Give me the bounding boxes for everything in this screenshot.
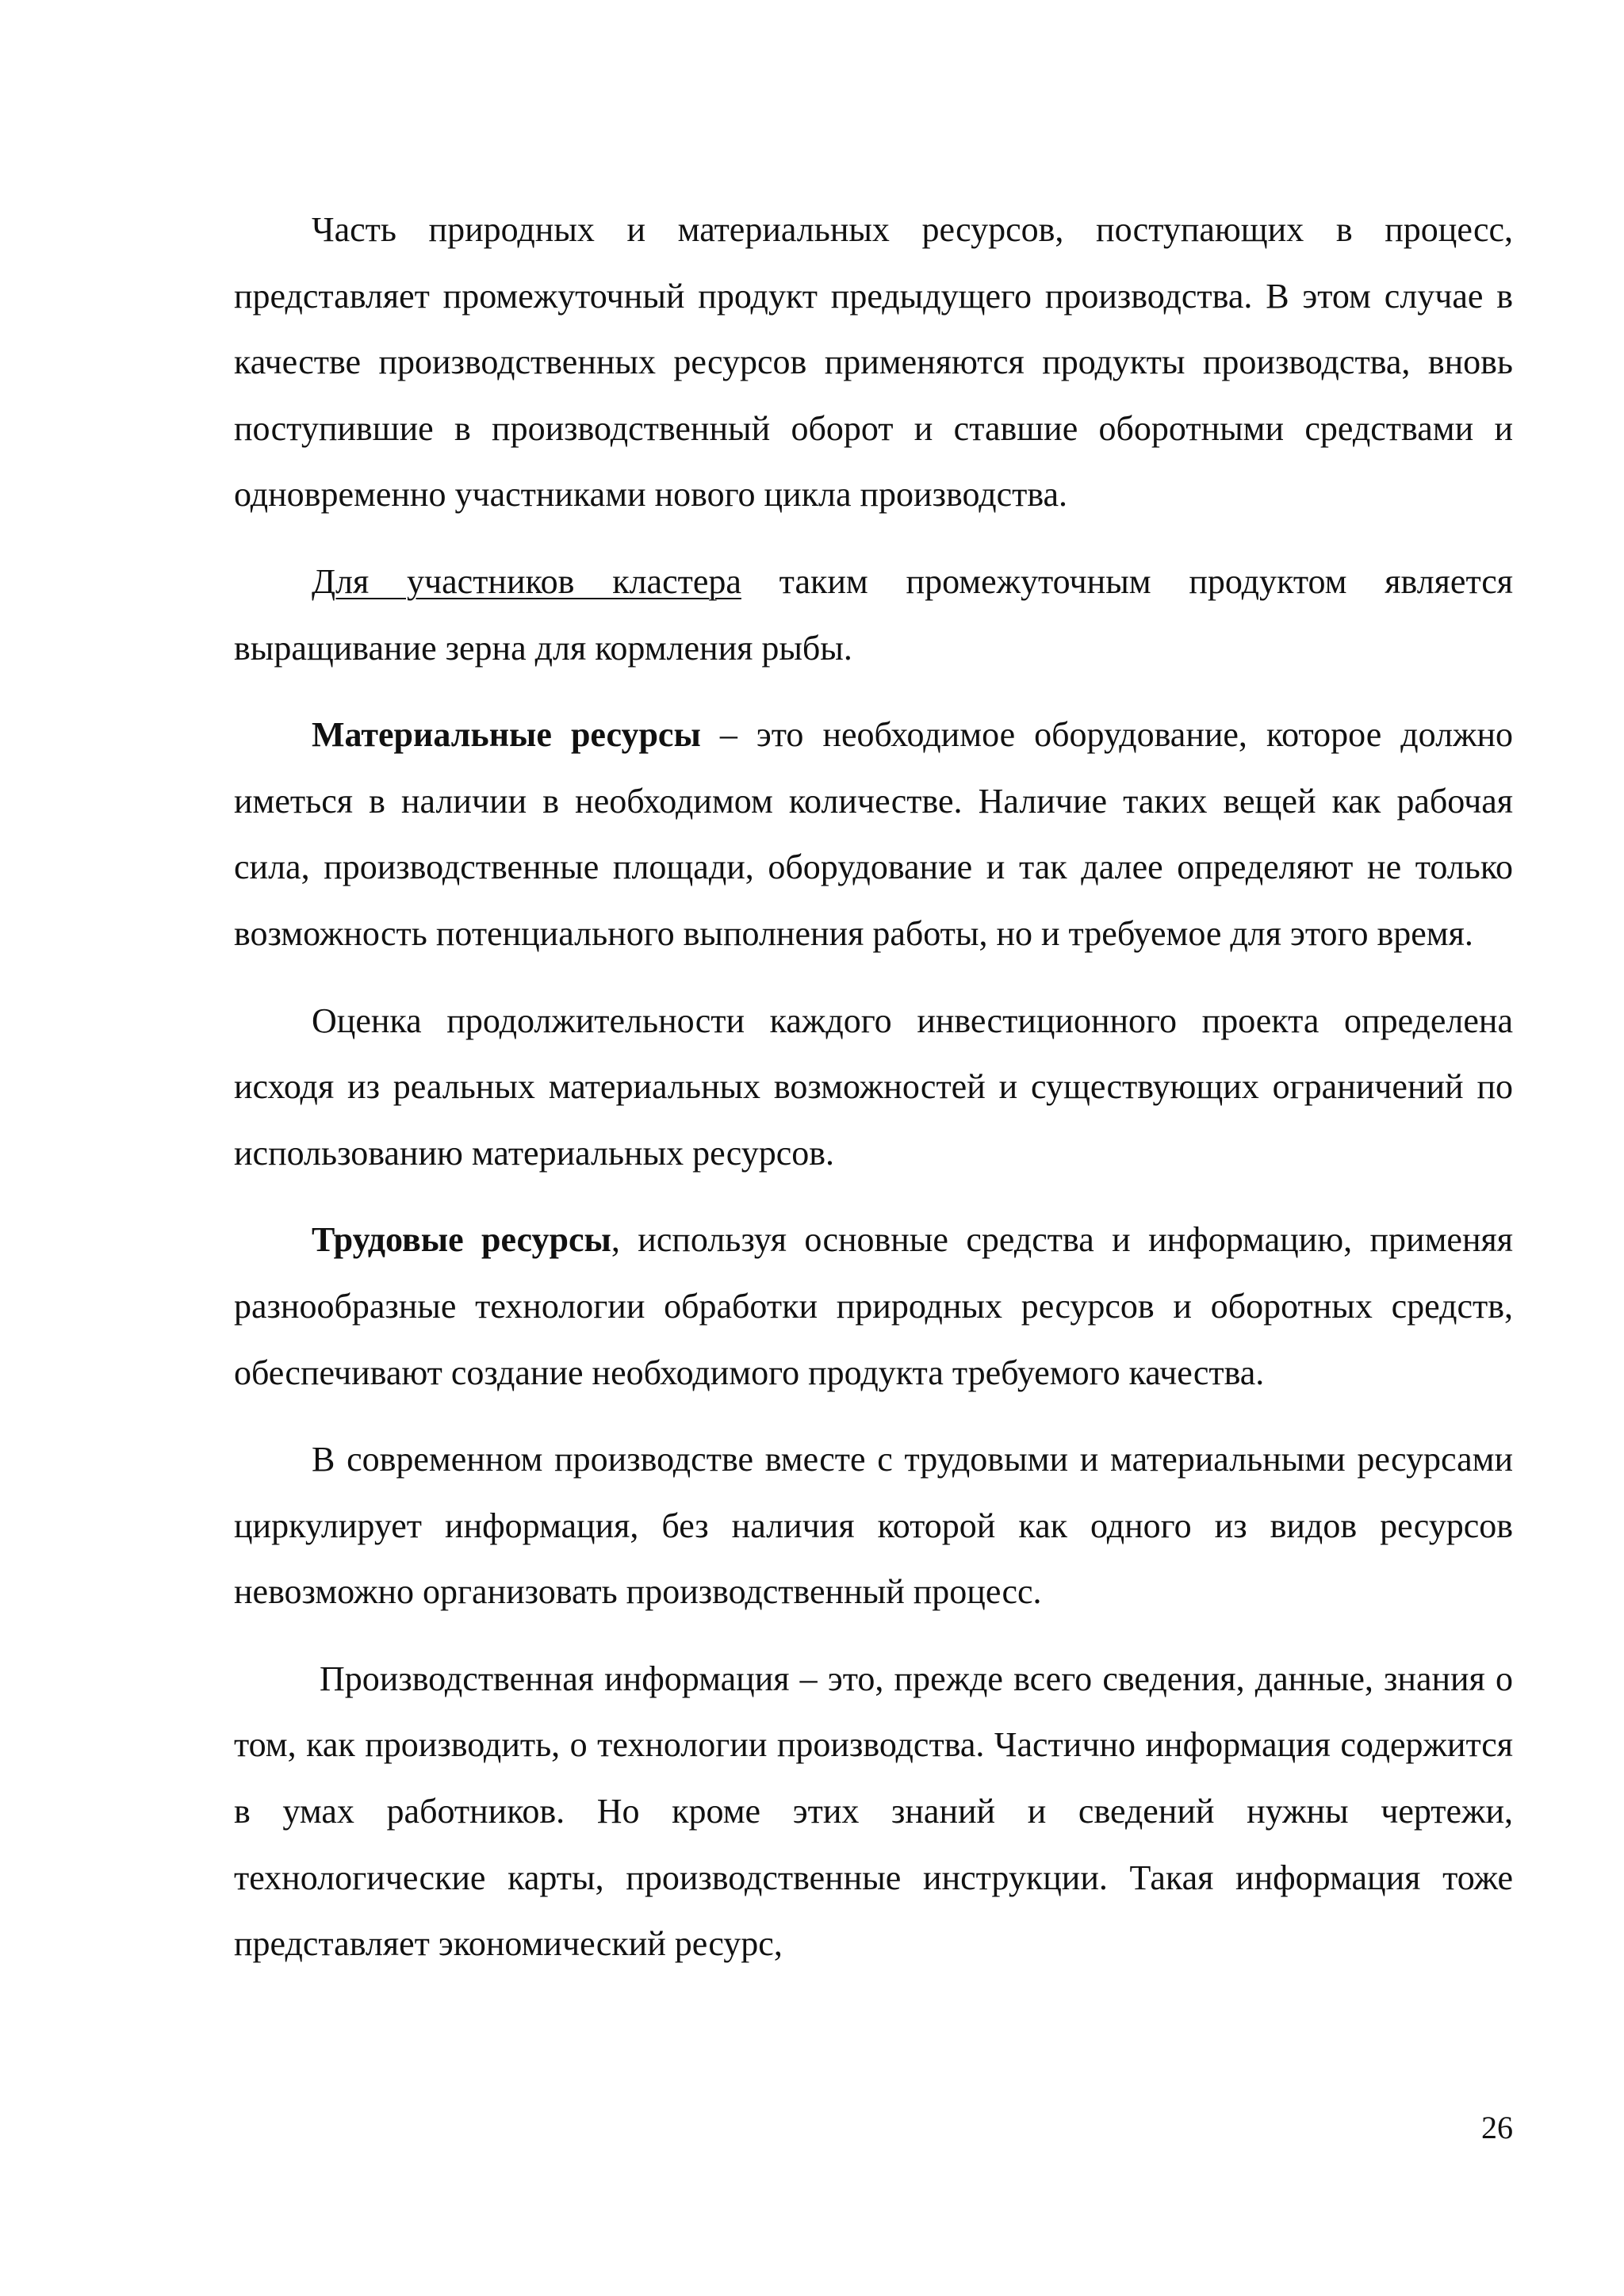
paragraph-cluster-participants: [234, 549, 1513, 681]
paragraph-text: Производственная информация – это, прежде всего сведения, данные, знания о том, как производить, о технологии производства. Частично информация содержится в умах работников. Но кроме этих знаний и сведений нужны чертежи, технологические карты, производственные инструкции. Такая информация тоже представляет экономический ресурс,: [234, 1659, 1513, 1964]
paragraph-duration-assessment: [234, 988, 1513, 1187]
paragraph-labor-resources: [234, 1207, 1513, 1406]
paragraph-text: Часть природных и материальных ресурсов, поступающих в процесс, представляет промежуточный продукт предыдущего производства. В этом случае в качестве производственных ресурсов применяются продукты производства, вновь поступившие в производственный оборот и ставшие оборотными средствами и одновременно участниками нового цикла производства.: [234, 210, 1513, 515]
paragraph-production-information: [234, 1646, 1513, 1977]
bold-term: Материальные ресурсы: [312, 715, 701, 755]
paragraph-text: , используя основные средства и информацию, применяя разнообразные технологии обработки природных ресурсов и оборотных средств, обеспечивают создание необходимого продукта требуемого качества.: [234, 1220, 1513, 1392]
paragraph-text: – это необходимое оборудование, которое должно иметься в наличии в необходимом количестве. Наличие таких вещей как рабочая сила, производственные площади, оборудование и так далее определяют не только возможность потенциального выполнения работы, но и требуемое для этого время.: [234, 715, 1513, 953]
paragraph-text: таким промежуточным продуктом является выращивание зерна для кормления рыбы.: [234, 561, 1513, 668]
bold-term: Трудовые ресурсы: [312, 1220, 611, 1260]
paragraph-information-circulation: [234, 1426, 1513, 1625]
paragraph-intermediate-product: [234, 197, 1513, 528]
paragraph-material-resources: [234, 702, 1513, 966]
page-number: 26: [1481, 2110, 1513, 2145]
body-text: [234, 197, 1513, 1998]
paragraph-text: В современном производстве вместе с трудовыми и материальными ресурсами циркулирует информация, без наличия которой как одного из видов ресурсов невозможно организовать производственный процесс.: [234, 1440, 1513, 1612]
underlined-phrase: Для участников кластера: [312, 561, 741, 601]
paragraph-text: Оценка продолжительности каждого инвестиционного проекта определена исходя из реальных материальных возможностей и существующих ограничений по использованию материальных ресурсов.: [234, 1001, 1513, 1173]
